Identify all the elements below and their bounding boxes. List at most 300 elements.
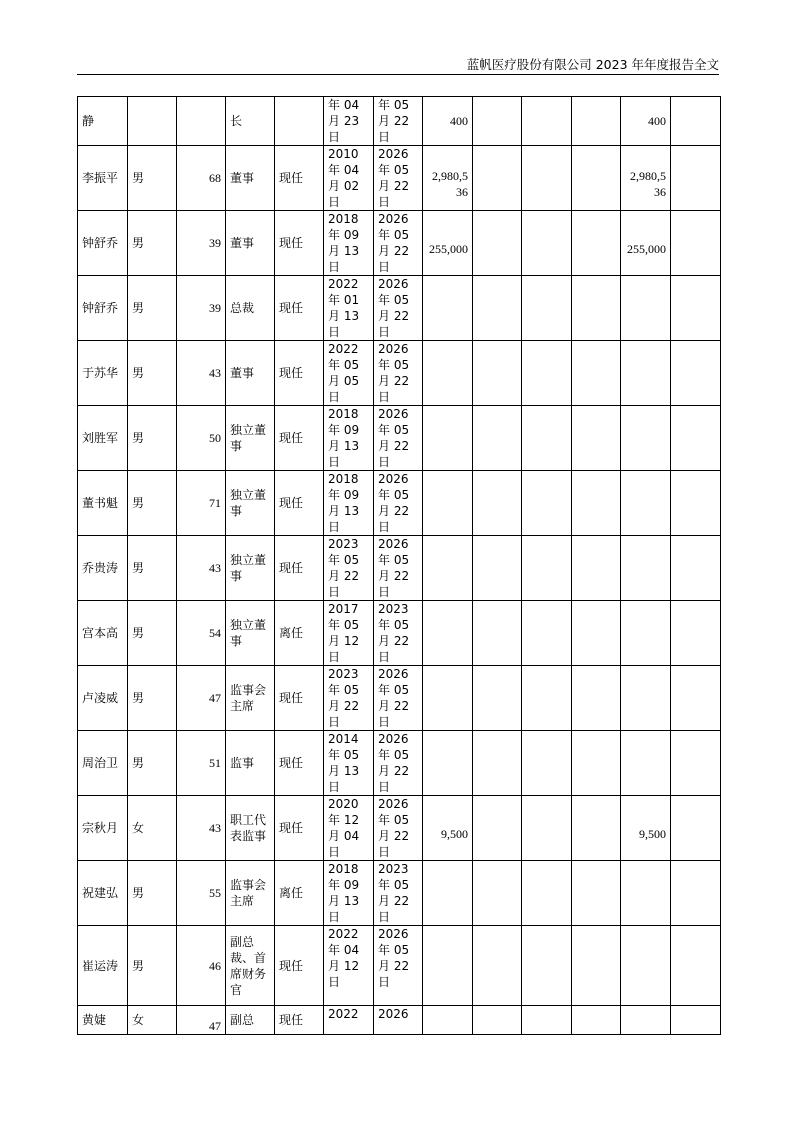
cell-end-date — [374, 276, 423, 341]
date-line: 月 22 — [378, 244, 410, 258]
cell-position: 监事会主席 — [226, 861, 275, 926]
cell-other-change — [572, 146, 621, 211]
date-line: 日 — [378, 585, 391, 599]
cell-gender: 女 — [128, 1006, 177, 1035]
executives-table — [77, 96, 721, 1035]
cell-gender — [128, 97, 177, 146]
date-line: 年 05 — [378, 813, 410, 827]
date-line: 年 04 — [328, 943, 360, 957]
date-line: 月 13 — [328, 894, 360, 908]
cell-end-date — [374, 97, 423, 146]
cell-reason — [671, 406, 721, 471]
table-row — [78, 276, 721, 341]
cell-end-date — [374, 341, 423, 406]
date-line: 月 13 — [328, 439, 360, 453]
cell-position: 监事 — [226, 731, 275, 796]
cell-status: 现任 — [275, 536, 324, 601]
table-row — [78, 666, 721, 731]
cell-position: 监事会主席 — [226, 666, 275, 731]
date-line: 年 05 — [378, 163, 410, 177]
cell-name: 卢凌威 — [78, 666, 128, 731]
date-line: 日 — [378, 520, 391, 534]
date-line: 月 22 — [378, 309, 410, 323]
cell-name: 黄婕 — [78, 1006, 128, 1035]
date-line: 日 — [328, 455, 341, 469]
date-line: 月 22 — [378, 504, 410, 518]
cell-start-date — [324, 796, 374, 861]
cell-shares-end — [621, 926, 671, 1006]
cell-reason — [671, 601, 721, 666]
cell-age: 43 — [177, 536, 226, 601]
cell-position: 副总 — [226, 1006, 275, 1035]
cell-decrease — [522, 341, 572, 406]
cell-end-date — [374, 1006, 423, 1035]
date-line: 日 — [328, 650, 341, 664]
page-header — [77, 58, 719, 75]
cell-shares-begin — [423, 471, 473, 536]
cell-status: 离任 — [275, 861, 324, 926]
cell-reason — [671, 536, 721, 601]
date-line: 2017 — [328, 602, 359, 616]
date-line: 年 05 — [378, 553, 410, 567]
cell-name: 李振平 — [78, 146, 128, 211]
cell-start-date — [324, 97, 374, 146]
date-line: 月 13 — [328, 309, 360, 323]
date-line: 月 05 — [328, 374, 360, 388]
cell-shares-begin — [423, 341, 473, 406]
date-line: 月 02 — [328, 179, 360, 193]
cell-decrease — [522, 926, 572, 1006]
cell-status: 现任 — [275, 471, 324, 536]
table-row — [78, 731, 721, 796]
table-row — [78, 97, 721, 146]
date-line: 日 — [378, 390, 391, 404]
cell-gender: 男 — [128, 471, 177, 536]
cell-age — [177, 97, 226, 146]
table-row — [78, 601, 721, 666]
date-line: 日 — [378, 975, 391, 989]
date-line: 日 — [378, 910, 391, 924]
cell-start-date — [324, 926, 374, 1006]
cell-status: 现任 — [275, 146, 324, 211]
cell-shares-end — [621, 601, 671, 666]
cell-other-change — [572, 406, 621, 471]
cell-end-date — [374, 926, 423, 1006]
date-line: 2018 — [328, 407, 359, 421]
date-line: 日 — [328, 325, 341, 339]
date-line: 日 — [328, 780, 341, 794]
date-line: 日 — [328, 715, 341, 729]
cell-increase — [473, 926, 522, 1006]
cell-increase — [473, 97, 522, 146]
date-line: 2026 — [378, 147, 409, 161]
cell-decrease — [522, 276, 572, 341]
date-line: 日 — [378, 130, 391, 144]
cell-shares-end — [621, 536, 671, 601]
cell-name: 周治卫 — [78, 731, 128, 796]
cell-decrease — [522, 1006, 572, 1035]
date-line: 年 05 — [378, 293, 410, 307]
cell-other-change — [572, 796, 621, 861]
date-line: 年 09 — [328, 488, 360, 502]
date-line: 月 13 — [328, 504, 360, 518]
table-row — [78, 211, 721, 276]
date-line: 年 09 — [328, 878, 360, 892]
cell-shares-begin — [423, 926, 473, 1006]
cell-reason — [671, 796, 721, 861]
cell-name: 乔贵涛 — [78, 536, 128, 601]
cell-position: 总裁 — [226, 276, 275, 341]
cell-shares-begin: 400 — [423, 97, 473, 146]
cell-increase — [473, 146, 522, 211]
cell-shares-end — [621, 276, 671, 341]
cell-increase — [473, 861, 522, 926]
cell-name: 崔运涛 — [78, 926, 128, 1006]
cell-position: 董事 — [226, 146, 275, 211]
cell-shares-end — [621, 406, 671, 471]
cell-increase — [473, 471, 522, 536]
cell-increase — [473, 1006, 522, 1035]
date-line: 年 12 — [328, 813, 360, 827]
date-line: 年 05 — [328, 748, 360, 762]
cell-gender: 男 — [128, 731, 177, 796]
cell-shares-begin — [423, 536, 473, 601]
date-line: 日 — [378, 455, 391, 469]
cell-gender: 男 — [128, 341, 177, 406]
cell-shares-end — [621, 666, 671, 731]
date-line: 2026 — [378, 537, 409, 551]
cell-increase — [473, 341, 522, 406]
cell-age: 39 — [177, 276, 226, 341]
cell-gender: 男 — [128, 276, 177, 341]
cell-start-date — [324, 666, 374, 731]
date-line: 年 09 — [328, 228, 360, 242]
date-line: 年 05 — [328, 618, 360, 632]
cell-reason — [671, 211, 721, 276]
cell-status — [275, 97, 324, 146]
cell-status: 现任 — [275, 211, 324, 276]
cell-other-change — [572, 211, 621, 276]
cell-end-date — [374, 211, 423, 276]
cell-decrease — [522, 211, 572, 276]
cell-start-date — [324, 601, 374, 666]
cell-gender: 男 — [128, 536, 177, 601]
table-row — [78, 406, 721, 471]
date-line: 月 04 — [328, 829, 360, 843]
table-body — [78, 97, 721, 1035]
cell-position: 长 — [226, 97, 275, 146]
cell-start-date — [324, 211, 374, 276]
date-line: 年 05 — [328, 358, 360, 372]
cell-end-date — [374, 861, 423, 926]
cell-shares-begin — [423, 276, 473, 341]
date-line: 年 05 — [328, 553, 360, 567]
cell-reason — [671, 666, 721, 731]
cell-status: 现任 — [275, 1006, 324, 1035]
cell-start-date — [324, 146, 374, 211]
date-line: 2018 — [328, 862, 359, 876]
table-row — [78, 1006, 721, 1035]
cell-gender: 男 — [128, 406, 177, 471]
cell-gender: 男 — [128, 666, 177, 731]
cell-name: 钟舒乔 — [78, 211, 128, 276]
cell-age: 47 — [177, 666, 226, 731]
cell-end-date — [374, 471, 423, 536]
cell-end-date — [374, 601, 423, 666]
date-line: 2018 — [328, 472, 359, 486]
cell-other-change — [572, 861, 621, 926]
date-line: 2023 — [328, 667, 359, 681]
cell-status: 现任 — [275, 926, 324, 1006]
date-line: 年 05 — [378, 488, 410, 502]
cell-increase — [473, 601, 522, 666]
date-line: 年 04 — [328, 98, 360, 112]
cell-position: 职工代表监事 — [226, 796, 275, 861]
report-title: 蓝帆医疗股份有限公司 2023 年年度报告全文 — [466, 57, 719, 72]
table-row — [78, 861, 721, 926]
date-line: 月 13 — [328, 764, 360, 778]
date-line: 日 — [328, 975, 341, 989]
cell-status: 现任 — [275, 796, 324, 861]
cell-start-date — [324, 406, 374, 471]
cell-shares-begin — [423, 666, 473, 731]
date-line: 年 05 — [378, 878, 410, 892]
date-line: 月 22 — [378, 764, 410, 778]
cell-gender: 女 — [128, 796, 177, 861]
cell-decrease — [522, 861, 572, 926]
cell-other-change — [572, 536, 621, 601]
date-line: 2022 — [328, 1007, 359, 1021]
date-line: 2018 — [328, 212, 359, 226]
date-line: 月 12 — [328, 634, 360, 648]
cell-shares-begin — [423, 1006, 473, 1035]
cell-shares-begin: 2,980,536 — [423, 146, 473, 211]
date-line: 日 — [378, 195, 391, 209]
cell-decrease — [522, 146, 572, 211]
date-line: 2020 — [328, 797, 359, 811]
cell-name: 于苏华 — [78, 341, 128, 406]
date-line: 年 05 — [378, 358, 410, 372]
cell-shares-begin — [423, 731, 473, 796]
cell-shares-begin — [423, 406, 473, 471]
cell-other-change — [572, 97, 621, 146]
date-line: 日 — [328, 260, 341, 274]
date-line: 2026 — [378, 277, 409, 291]
cell-end-date — [374, 666, 423, 731]
date-line: 年 05 — [378, 748, 410, 762]
date-line: 2026 — [378, 472, 409, 486]
date-line: 日 — [328, 845, 341, 859]
date-line: 2023 — [328, 537, 359, 551]
date-line: 月 22 — [378, 374, 410, 388]
cell-age: 50 — [177, 406, 226, 471]
cell-reason — [671, 926, 721, 1006]
cell-reason — [671, 471, 721, 536]
date-line: 2026 — [378, 407, 409, 421]
cell-reason — [671, 731, 721, 796]
date-line: 月 22 — [378, 179, 410, 193]
cell-increase — [473, 536, 522, 601]
date-line: 月 22 — [378, 699, 410, 713]
cell-decrease — [522, 536, 572, 601]
cell-age: 51 — [177, 731, 226, 796]
cell-shares-end: 255,000 — [621, 211, 671, 276]
date-line: 日 — [378, 845, 391, 859]
date-line: 2026 — [378, 667, 409, 681]
cell-reason — [671, 1006, 721, 1035]
cell-shares-begin — [423, 861, 473, 926]
cell-age: 47 — [177, 1006, 226, 1035]
cell-name: 祝建弘 — [78, 861, 128, 926]
cell-gender: 男 — [128, 211, 177, 276]
date-line: 月 22 — [328, 699, 360, 713]
date-line: 年 04 — [328, 163, 360, 177]
date-line: 2026 — [378, 732, 409, 746]
cell-status: 现任 — [275, 666, 324, 731]
cell-other-change — [572, 666, 621, 731]
cell-gender: 男 — [128, 861, 177, 926]
cell-shares-end: 2,980,536 — [621, 146, 671, 211]
cell-name: 宫本高 — [78, 601, 128, 666]
cell-other-change — [572, 926, 621, 1006]
cell-reason — [671, 341, 721, 406]
cell-shares-end — [621, 861, 671, 926]
date-line: 日 — [328, 910, 341, 924]
date-line: 2023 — [378, 862, 409, 876]
cell-position: 副总裁、首席财务官 — [226, 926, 275, 1006]
cell-decrease — [522, 731, 572, 796]
cell-decrease — [522, 97, 572, 146]
cell-shares-begin — [423, 601, 473, 666]
cell-gender: 男 — [128, 146, 177, 211]
date-line: 年 05 — [378, 683, 410, 697]
cell-start-date — [324, 341, 374, 406]
cell-increase — [473, 666, 522, 731]
date-line: 年 09 — [328, 423, 360, 437]
cell-decrease — [522, 406, 572, 471]
date-line: 月 22 — [328, 569, 360, 583]
cell-decrease — [522, 666, 572, 731]
date-line: 日 — [328, 130, 341, 144]
cell-position: 独立董事 — [226, 601, 275, 666]
date-line: 2022 — [328, 342, 359, 356]
date-line: 日 — [328, 390, 341, 404]
cell-position: 独立董事 — [226, 471, 275, 536]
cell-age: 46 — [177, 926, 226, 1006]
date-line: 月 22 — [378, 569, 410, 583]
date-line: 月 22 — [378, 894, 410, 908]
date-line: 月 12 — [328, 959, 360, 973]
date-line: 2010 — [328, 147, 359, 161]
cell-name: 静 — [78, 97, 128, 146]
cell-other-change — [572, 731, 621, 796]
cell-other-change — [572, 1006, 621, 1035]
cell-end-date — [374, 731, 423, 796]
table-row — [78, 471, 721, 536]
date-line: 月 22 — [378, 829, 410, 843]
date-line: 2014 — [328, 732, 359, 746]
date-line: 年 05 — [328, 683, 360, 697]
cell-gender: 男 — [128, 926, 177, 1006]
table-row — [78, 926, 721, 1006]
cell-end-date — [374, 146, 423, 211]
cell-decrease — [522, 601, 572, 666]
table-row — [78, 146, 721, 211]
cell-decrease — [522, 796, 572, 861]
date-line: 日 — [328, 520, 341, 534]
date-line: 日 — [328, 195, 341, 209]
cell-start-date — [324, 276, 374, 341]
date-line: 年 05 — [378, 618, 410, 632]
date-line: 年 01 — [328, 293, 360, 307]
cell-shares-end: 400 — [621, 97, 671, 146]
date-line: 日 — [378, 325, 391, 339]
cell-reason — [671, 861, 721, 926]
cell-other-change — [572, 276, 621, 341]
date-line: 2026 — [378, 1007, 409, 1021]
cell-reason — [671, 146, 721, 211]
cell-other-change — [572, 341, 621, 406]
date-line: 年 05 — [378, 943, 410, 957]
date-line: 日 — [328, 585, 341, 599]
cell-increase — [473, 406, 522, 471]
cell-shares-end: 9,500 — [621, 796, 671, 861]
date-line: 月 22 — [378, 114, 410, 128]
cell-start-date — [324, 536, 374, 601]
cell-name: 钟舒乔 — [78, 276, 128, 341]
date-line: 年 05 — [378, 423, 410, 437]
date-line: 日 — [378, 715, 391, 729]
date-line: 月 23 — [328, 114, 360, 128]
cell-status: 现任 — [275, 341, 324, 406]
cell-reason — [671, 276, 721, 341]
cell-age: 43 — [177, 341, 226, 406]
cell-reason — [671, 97, 721, 146]
date-line: 2026 — [378, 342, 409, 356]
table-row — [78, 796, 721, 861]
date-line: 月 22 — [378, 439, 410, 453]
cell-increase — [473, 276, 522, 341]
table-row — [78, 536, 721, 601]
cell-status: 现任 — [275, 731, 324, 796]
table-row — [78, 341, 721, 406]
date-line: 日 — [378, 650, 391, 664]
cell-age: 39 — [177, 211, 226, 276]
cell-status: 现任 — [275, 406, 324, 471]
cell-increase — [473, 211, 522, 276]
cell-position: 董事 — [226, 211, 275, 276]
cell-end-date — [374, 796, 423, 861]
cell-start-date — [324, 1006, 374, 1035]
date-line: 月 22 — [378, 959, 410, 973]
cell-increase — [473, 796, 522, 861]
cell-start-date — [324, 861, 374, 926]
date-line: 日 — [378, 260, 391, 274]
cell-position: 独立董事 — [226, 536, 275, 601]
cell-end-date — [374, 406, 423, 471]
cell-shares-begin: 9,500 — [423, 796, 473, 861]
cell-shares-end — [621, 471, 671, 536]
cell-name: 刘胜军 — [78, 406, 128, 471]
date-line: 年 05 — [378, 228, 410, 242]
date-line: 2023 — [378, 602, 409, 616]
cell-other-change — [572, 601, 621, 666]
cell-other-change — [572, 471, 621, 536]
cell-decrease — [522, 471, 572, 536]
date-line: 2022 — [328, 277, 359, 291]
cell-age: 68 — [177, 146, 226, 211]
cell-gender: 男 — [128, 601, 177, 666]
